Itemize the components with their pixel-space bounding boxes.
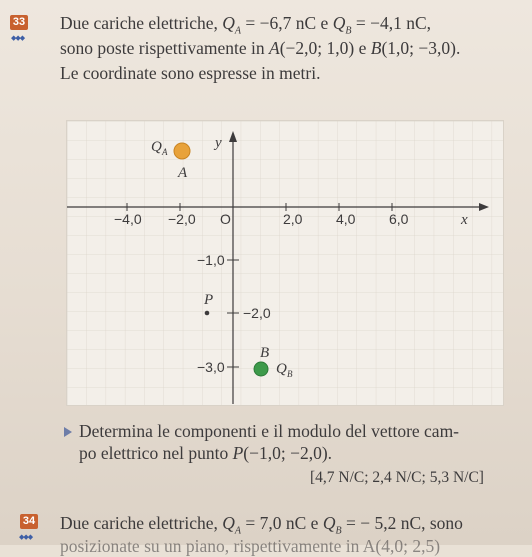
coordinate-figure	[66, 120, 504, 406]
y-tick-label: −1,0	[197, 252, 225, 268]
charge-a-value: = 7,0 nC e	[241, 513, 323, 533]
charge-b-value: = −4,1 nC,	[351, 13, 431, 33]
point-p-label: P	[204, 292, 214, 308]
position-text: sono poste rispettivamente in	[60, 38, 269, 58]
difficulty-diamonds-icon: ◆◆◆	[19, 533, 33, 541]
point-a-coords: (−2,0; 1,0)	[279, 38, 355, 58]
difficulty-diamonds-icon: ◆◆◆	[11, 34, 25, 42]
charge-b-label: Q	[276, 361, 287, 377]
problem-text-line-3: Le coordinate sono espresse in metri.	[60, 63, 321, 83]
charge-b-symbol: Q	[332, 13, 346, 33]
answer-text: [4,7 N/C; 2,4 N/C; 5,3 N/C]	[310, 469, 484, 486]
point-a-label: A	[178, 165, 188, 181]
point-p-dot	[205, 311, 210, 316]
coordinate-plane	[67, 121, 503, 405]
charge-b-value: = − 5,2 nC, sono	[341, 513, 463, 533]
task-text: po elettrico nel punto	[79, 443, 233, 463]
charge-a-symbol: Q	[222, 13, 235, 33]
charge-a-label: Q	[151, 139, 162, 155]
y-tick-label: −2,0	[243, 305, 271, 321]
point-b-label: B	[260, 345, 270, 361]
problem-text-line-2	[60, 37, 460, 59]
point-b-name: B	[370, 38, 382, 58]
y-tick-label: −3,0	[197, 359, 225, 375]
point-b-coords: (1,0; −3,0).	[381, 38, 461, 58]
x-tick-label: 4,0	[336, 211, 356, 227]
y-axis-label: y	[215, 135, 222, 151]
x-tick-label: −4,0	[114, 211, 142, 227]
charge-b-symbol: Q	[322, 513, 336, 533]
problem-number-badge: 34	[20, 514, 38, 529]
origin-label: O	[220, 211, 231, 227]
task-point-name: P	[232, 443, 244, 463]
charge-a-subscript: A	[234, 25, 242, 37]
charge-a-subscript: A	[234, 525, 242, 537]
charge-b-subscript: B	[335, 525, 342, 537]
charge-b-subscript: B	[345, 25, 352, 37]
task-point-coords: (−1,0; −2,0).	[243, 443, 333, 463]
charge-a-dot	[174, 143, 190, 159]
charge-a-value: = −6,7 nC e	[241, 13, 333, 33]
task-arrow-icon	[64, 427, 72, 437]
x-tick-label: 2,0	[283, 211, 303, 227]
point-a-name: A	[269, 38, 280, 58]
x-axis-label: x	[461, 212, 468, 228]
intro-text: Due cariche elettriche,	[60, 13, 223, 33]
charge-b-subscript: B	[287, 369, 293, 379]
charge-a-symbol: Q	[222, 513, 235, 533]
charge-b-dot	[254, 362, 268, 376]
conjunction: e	[354, 38, 371, 58]
charge-a-subscript: A	[162, 147, 168, 157]
task-line-2	[79, 442, 332, 464]
x-tick-label: 6,0	[389, 211, 409, 227]
problem-number-badge: 33	[10, 15, 28, 30]
x-tick-label: −2,0	[168, 211, 196, 227]
problem34-line-2-partial: posizionate su un piano, rispettivamente in A(4,0; 2,5)	[60, 536, 441, 556]
intro-text: Due cariche elettriche,	[60, 513, 223, 533]
task-line-1: Determina le componenti e il modulo del vettore cam-	[79, 421, 460, 441]
